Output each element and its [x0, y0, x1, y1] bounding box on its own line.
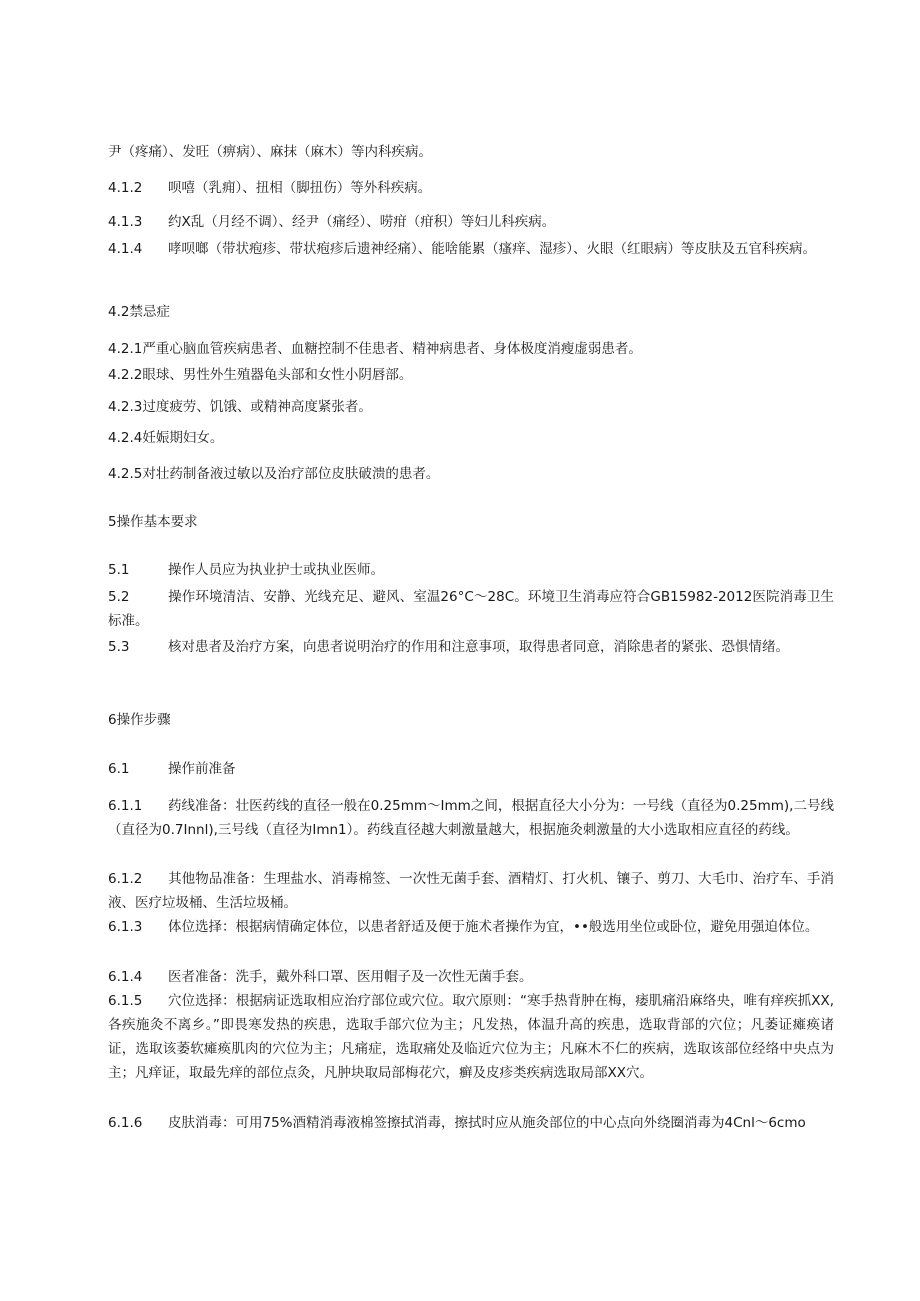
list-item — [108, 363, 834, 387]
list-item — [108, 635, 834, 659]
item-text: 穴位选择：根据病证选取相应治疗部位或穴位。取穴原则：“寒手热背肿在梅，痿肌痛沿麻络央，唯有痒疾抓XX,各疾施灸不离乡。”即畏寒发热的疾患，选取手部穴位为主；凡发热，体温升高的疾患，选取背部的穴位；凡萎证瘫痪诸证，选取该萎软瘫痪肌肉的穴位为主；凡痛症，选取痛处及临近穴位为主；凡麻木不仁的疾病，选取该部位经络中央点为主；凡痒证，取最先痒的部位点灸，凡肿块取局部梅花穴，癣及皮疹类疾病选取局部XX穴。 — [108, 993, 834, 1081]
item-text: 4.2.3过度疲劳、饥饿、或精神高度紧张者。 — [108, 399, 372, 415]
list-item — [108, 915, 834, 939]
list-item — [108, 965, 834, 989]
heading-text: 6操作步骤 — [108, 712, 171, 728]
list-item — [108, 989, 834, 1085]
item-number: 5.1 — [108, 562, 130, 578]
list-item — [108, 337, 834, 361]
item-text: 尹（疼痛）、发旺（痹病）、麻抹（麻木）等内科疾病。 — [108, 144, 432, 160]
heading-text: 4.2禁忌症 — [108, 304, 170, 320]
list-item — [108, 395, 834, 419]
list-item — [108, 210, 834, 234]
list-item — [108, 140, 834, 164]
item-text: 皮肤消毒：可用75%酒精消毒液棉签擦拭消毒，擦拭时应从施灸部位的中心点向外绕圈消毒为4Cnl～6cmo — [168, 1115, 806, 1131]
heading-text: 5操作基本要求 — [108, 514, 198, 530]
item-number: 6.1.2 — [108, 871, 143, 887]
item-text: 4.2.5对壮药制备液过敏以及治疗部位皮肤破溃的患者。 — [108, 466, 440, 482]
item-number: 6.1.5 — [108, 993, 143, 1009]
item-text: 呗嘻（乳痈）、扭相（脚扭伤）等外科疾病。 — [168, 180, 432, 196]
item-text: 约X乱（月经不调）、经尹（痛经）、唠疳（疳积）等妇儿科疾病。 — [168, 214, 556, 230]
item-number: 6.1.6 — [108, 1115, 143, 1131]
item-number: 5.3 — [108, 639, 130, 655]
list-item — [108, 794, 834, 842]
item-number: 6.1.1 — [108, 798, 143, 814]
list-item — [108, 558, 834, 582]
item-text: 操作环境清洁、安静、光线充足、避风、室温26°C～28C。环境卫生消毒应符合GB15982-2012医院消毒卫生标准。 — [108, 589, 834, 629]
item-text: 4.2.2眼球、男性外生殖器龟头部和女性小阴唇部。 — [108, 367, 413, 383]
item-text: 操作人员应为执业护士或执业医师。 — [168, 562, 384, 578]
item-number: 5.2 — [108, 589, 130, 605]
section-heading — [108, 300, 834, 324]
item-text: 其他物品准备：生理盐水、消毒棉签、一次性无菌手套、酒精灯、打火机、镶子、剪刀、大毛巾、治疗车、手消液、医疗垃圾桶、生活垃圾桶。 — [108, 871, 834, 911]
item-text: 哮呗啷（带状疱疹、带状疱疹后遗神经痛）、能啥能累（瘙痒、湿疹）、火眼（红眼病）等皮肤及五官科疾病。 — [168, 241, 816, 257]
item-number: 4.1.3 — [108, 214, 143, 230]
list-item — [108, 462, 834, 486]
item-number: 4.1.4 — [108, 241, 143, 257]
item-text: 核对患者及治疗方案，向患者说明治疗的作用和注意事项，取得患者同意，消除患者的紧张、恐惧情绪。 — [168, 639, 789, 655]
list-item — [108, 426, 834, 450]
list-item — [108, 237, 834, 261]
item-text: 4.2.4妊娠期妇女。 — [108, 430, 224, 446]
subsection-heading — [108, 757, 834, 781]
list-item — [108, 176, 834, 200]
item-number: 6.1.4 — [108, 969, 143, 985]
item-text: 体位选择：根据病情确定体位，以患者舒适及便于施术者操作为宜，••般选用坐位或卧位，避免用强迫体位。 — [168, 919, 819, 935]
list-item — [108, 585, 834, 633]
item-number: 4.1.2 — [108, 180, 143, 196]
list-item — [108, 867, 834, 915]
item-text: 医者准备：洗手，戴外科口罩、医用帽子及一次性无菌手套。 — [168, 969, 533, 985]
heading-text: 操作前准备 — [168, 761, 236, 777]
item-text: 4.2.1严重心脑血管疾病患者、血糖控制不佳患者、精神病患者、身体极度消瘦虚弱患者。 — [108, 341, 642, 357]
section-heading — [108, 510, 834, 534]
item-number: 6.1 — [108, 761, 130, 777]
list-item — [108, 1111, 834, 1135]
section-heading — [108, 708, 834, 732]
item-number: 6.1.3 — [108, 919, 143, 935]
item-text: 药线准备：壮医药线的直径一般在0.25mm～Imm之间，根据直径大小分为：一号线（直径为0.25mm),二号线（直径为0.7Innl),三号线（直径为Imn1）。药线直径越大刺激量越大，根据施灸刺激量的大小选取相应直径的药线。 — [108, 798, 834, 838]
